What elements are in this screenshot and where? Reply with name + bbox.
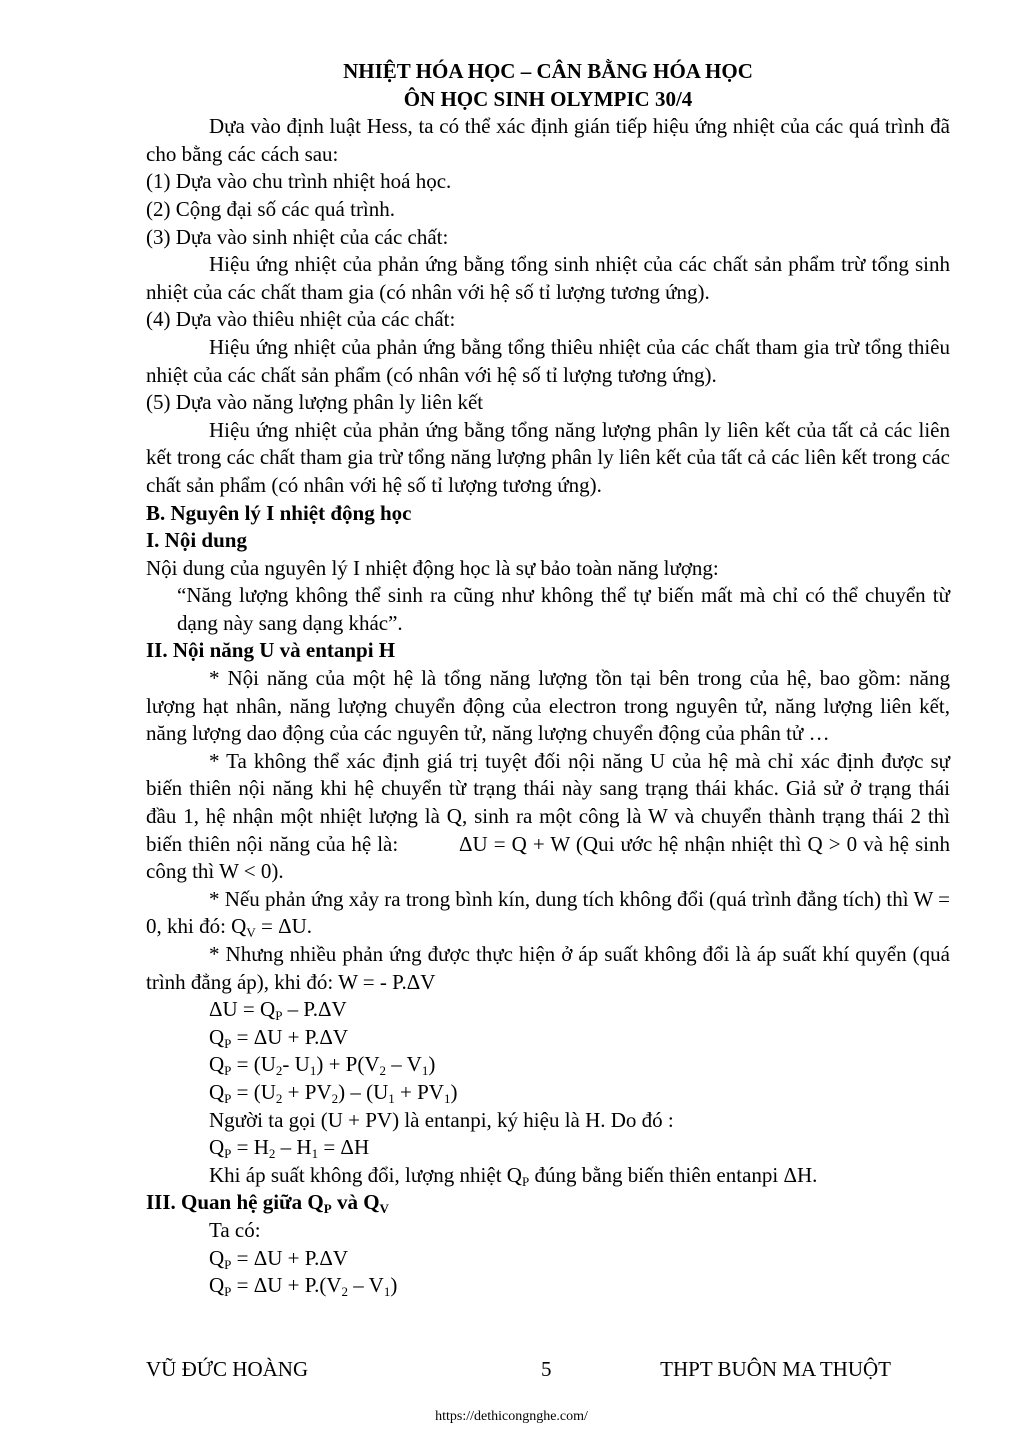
heading-part: và Q xyxy=(331,1190,380,1215)
internal-energy-paragraph: * Nội năng của một hệ là tổng năng lượng tồn tại bên trong của hệ, bao gồm: năng lượng hạt nhân, năng lượng chuyển động của electron trong nguyên tử, năng lượng liên kết, năng lượng dao động của các nguyên tử, năng lượng chuyển động của phân tử … xyxy=(146,666,950,746)
equation-6 xyxy=(146,1245,950,1273)
eq-part: = H xyxy=(231,1135,269,1160)
isochoric-text: * Nếu phản ứng xảy ra trong bình kín, dung tích không đổi (quá trình đẳng tích) thì W = 0, khi đó: Q xyxy=(146,886,950,939)
delta-u-text: * Ta không thể xác định giá trị tuyệt đối nội năng U của hệ mà chỉ xác định được sự biến thiên nội năng khi hệ chuyển từ trạng thái này sang trạng thái khác. Giả sử ở trạng thái đầu 1, hệ nhận một nhiệt lượng là Q, sinh ra một công là W và chuyển thành trạng thái 2 thì biến thiên nội năng của hệ là: xyxy=(146,748,950,856)
equation-5 xyxy=(146,1134,950,1162)
eq-part: ) xyxy=(390,1273,398,1298)
eq-part: ΔU = Q xyxy=(209,997,276,1022)
subscript: P xyxy=(323,1201,332,1217)
equation-3 xyxy=(146,1051,950,1079)
eq-part: = ΔH xyxy=(318,1135,370,1160)
method-3: (3) Dựa vào sinh nhiệt của các chất: xyxy=(146,224,449,249)
eq-part: = ΔU + P.ΔV xyxy=(231,1245,349,1270)
isochoric-paragraph xyxy=(146,886,950,941)
subscript: 1 xyxy=(309,1063,317,1079)
eq-part: + PV xyxy=(394,1079,444,1104)
page-number: 5 xyxy=(541,1357,552,1381)
method-5: (5) Dựa vào năng lượng phân ly liên kết xyxy=(146,390,484,415)
eq-part: Q xyxy=(209,1245,225,1270)
method-1: (1) Dựa vào chu trình nhiệt hoá học. xyxy=(146,169,452,194)
eq-part: = (U xyxy=(231,1079,276,1104)
conclusion-text: Khi áp suất không đổi, lượng nhiệt Q xyxy=(209,1162,522,1187)
method-2: (2) Cộng đại số các quá trình. xyxy=(146,196,396,221)
section-i-heading: I. Nội dung xyxy=(146,528,247,553)
section-i-paragraph: Nội dung của nguyên lý I nhiệt động học là sự bảo toàn năng lượng: xyxy=(146,555,719,580)
eq-part: ) xyxy=(450,1079,458,1104)
energy-quote: “Năng lượng không thể sinh ra cũng như không thể tự biến mất mà chỉ có thể chuyển từ dạng này sang dạng khác”. xyxy=(177,583,950,635)
heading-part: III. Quan hệ giữa Q xyxy=(146,1190,324,1215)
eq-part: = ΔU + P.(V xyxy=(231,1273,342,1298)
eq-part: Q xyxy=(209,1079,225,1104)
eq-part: Q xyxy=(209,1024,225,1049)
equation-7 xyxy=(146,1272,950,1300)
eq-part: Q xyxy=(209,1135,225,1160)
subscript: P xyxy=(224,1256,232,1272)
subscript: P xyxy=(224,1090,232,1106)
source-url[interactable]: https://dethicongnghe.com/ xyxy=(435,1409,588,1424)
section-iii-heading xyxy=(146,1189,950,1217)
subscript: 2 xyxy=(379,1063,387,1079)
isochoric-text-end: = ΔU. xyxy=(255,914,312,939)
method-4: (4) Dựa vào thiêu nhiệt của các chất: xyxy=(146,307,456,332)
footer-author: VŨ ĐỨC HOÀNG xyxy=(146,1357,309,1381)
document-title-line-2: ÔN HỌC SINH OLYMPIC 30/4 xyxy=(403,86,693,111)
subscript: P xyxy=(224,1284,232,1300)
method-3-text: Hiệu ứng nhiệt của phản ứng bằng tổng sinh nhiệt của các chất sản phẩm trừ tổng sinh nhiệt của các chất tham gia (có nhân với hệ số tỉ lượng tương ứng). xyxy=(146,252,950,304)
subscript: P xyxy=(224,1063,232,1079)
eq-part: – P.ΔV xyxy=(282,997,347,1022)
delta-u-formula: ΔU = Q + W (Qui ước hệ nhận nhiệt thì Q > 0 và hệ sinh công thì W < 0). xyxy=(146,831,950,884)
eq-part: Q xyxy=(209,1052,225,1077)
subscript: V xyxy=(246,925,256,941)
eq-part: - U xyxy=(282,1052,310,1077)
subscript: V xyxy=(379,1201,389,1217)
equation-2 xyxy=(146,1024,950,1052)
subscript: 2 xyxy=(275,1063,283,1079)
subscript: P xyxy=(224,1146,232,1162)
delta-u-paragraph xyxy=(146,748,950,886)
eq-part: – H xyxy=(275,1135,312,1160)
subscript: 1 xyxy=(443,1090,451,1106)
equation-4 xyxy=(146,1079,950,1107)
document-body xyxy=(146,58,950,1300)
subscript: P xyxy=(275,1008,283,1024)
intro-paragraph: Dựa vào định luật Hess, ta có thể xác định gián tiếp hiệu ứng nhiệt của các quá trình đã cho bằng các cách sau: xyxy=(146,114,950,166)
section-b-heading: B. Nguyên lý I nhiệt động học xyxy=(146,500,412,525)
subscript: P xyxy=(521,1173,530,1189)
isobaric-paragraph: * Nhưng nhiều phản ứng được thực hiện ở áp suất không đổi là áp suất khí quyển (quá trình đẳng áp), khi đó: W = - P.ΔV xyxy=(146,942,950,994)
ta-co: Ta có: xyxy=(209,1217,261,1242)
subscript: P xyxy=(224,1035,232,1051)
eq-part: ) + P(V xyxy=(316,1052,380,1077)
eq-part: ) – (U xyxy=(338,1079,389,1104)
method-5-text: Hiệu ứng nhiệt của phản ứng bằng tổng năng lượng phân ly liên kết của tất cả các liên kết trong các chất tham gia trừ tổng năng lượng phân ly liên kết của tất cả các liên kết trong các chất sản phẩm (có nhân với hệ số tỉ lượng tương ứng). xyxy=(146,417,950,497)
subscript: 2 xyxy=(331,1090,339,1106)
entanpi-definition: Người ta gọi (U + PV) là entanpi, ký hiệu là H. Do đó : xyxy=(209,1107,674,1132)
eq-part: = (U xyxy=(231,1052,276,1077)
subscript: 2 xyxy=(275,1090,283,1106)
footer-school: THPT BUÔN MA THUỘT xyxy=(660,1357,891,1381)
conclusion xyxy=(146,1162,950,1190)
document-title-line-1: NHIỆT HÓA HỌC – CÂN BẰNG HÓA HỌC xyxy=(343,59,753,83)
subscript: 1 xyxy=(383,1284,391,1300)
eq-part: – V xyxy=(348,1273,384,1298)
eq-part: ) xyxy=(428,1052,436,1077)
subscript: 2 xyxy=(268,1146,276,1162)
equation-1 xyxy=(146,996,950,1024)
conclusion-text-end: đúng bằng biến thiên entanpi ΔH. xyxy=(529,1162,818,1187)
eq-part: + PV xyxy=(282,1079,332,1104)
eq-part: – V xyxy=(386,1052,422,1077)
eq-part: = ΔU + P.ΔV xyxy=(231,1024,349,1049)
subscript: 1 xyxy=(421,1063,429,1079)
subscript: 2 xyxy=(341,1284,349,1300)
method-4-text: Hiệu ứng nhiệt của phản ứng bằng tổng thiêu nhiệt của các chất tham gia trừ tổng thiêu nhiệt của các chất sản phẩm (có nhân với hệ số tỉ lượng tương ứng). xyxy=(146,334,950,387)
subscript: 1 xyxy=(311,1146,319,1162)
section-ii-heading: II. Nội năng U và entanpi H xyxy=(146,638,396,663)
subscript: 1 xyxy=(388,1090,395,1106)
eq-part: Q xyxy=(209,1273,225,1298)
